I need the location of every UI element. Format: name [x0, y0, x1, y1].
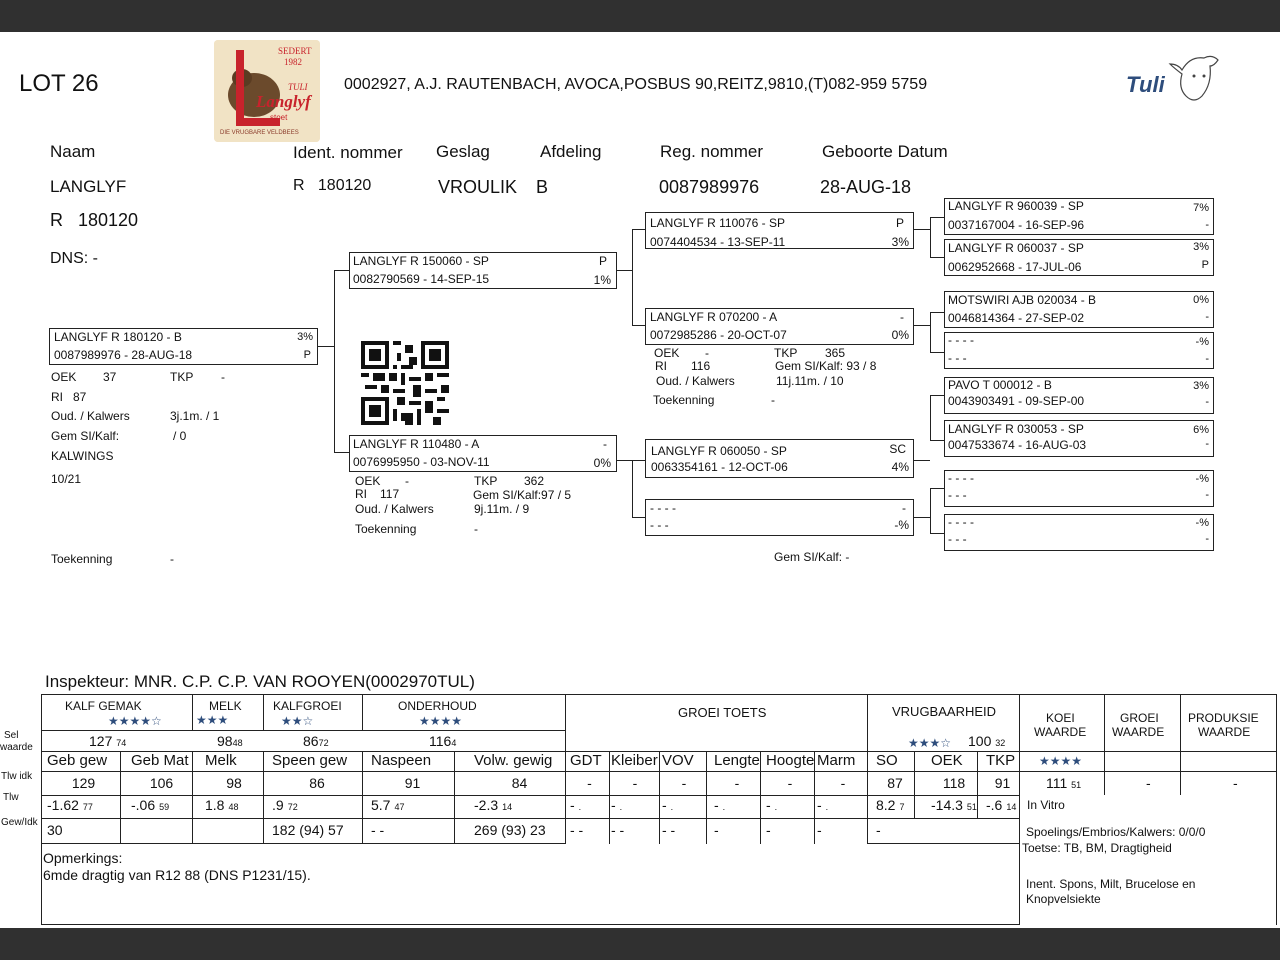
tlw-cell-2: 1.8 48 [205, 797, 239, 813]
sel-vrug: 100 32 [968, 733, 1006, 749]
gew-cell-3: 182 (94) 57 [272, 822, 344, 838]
sel-kalfgroei: 8672 [303, 733, 329, 749]
tlw_idk-cell-8: - [681, 775, 687, 791]
tlw_idk-cell-7: - [632, 775, 638, 791]
group-groei-waarde-1: GROEI [1120, 711, 1159, 725]
label-reg: Reg. nommer [660, 142, 763, 161]
pedigree-ggp-8: - - - - -% - - - - [944, 514, 1214, 551]
group-groei-waarde-2: WAARDE [1112, 725, 1165, 739]
gew-cell-4: - - [371, 822, 385, 838]
koei-tlw-idk: 111 51 [1046, 775, 1082, 791]
tlw-cell-4: 5.7 47 [371, 797, 405, 813]
gew-cell-10: - [766, 822, 771, 838]
gew-cell-7: - - [611, 822, 625, 838]
tlw_idk-cell-0: 129 [71, 775, 96, 791]
group-kalf-gemak: KALF GEMAK [65, 699, 142, 713]
pedigree-gp-sd-box: LANGLYF R 070200 - A - 0072985286 - 20-OCT-07 0% [645, 308, 914, 345]
breeder-info: 0002927, A.J. RAUTENBACH, AVOCA,POSBUS 90,REITZ,9810,(T)082-959 5759 [344, 76, 928, 93]
value-naam: LANGLYF [50, 177, 127, 196]
group-produksie-2: WAARDE [1198, 725, 1251, 739]
headers-cell-4: Naspeen [371, 752, 432, 769]
pedigree-ggp-1: LANGLYF R 960039 - SP 7% 0037167004 - 16-SEP-96 - [944, 198, 1214, 235]
pedigree-self-box: LANGLYF R 180120 - B 3% 0087989976 - 28-AUG-18 P [49, 328, 318, 365]
gew-cell-6: - - [570, 822, 584, 838]
in-vitro: In Vitro [1027, 798, 1065, 812]
label-geboorte: Geboorte Datum [822, 142, 948, 161]
pedigree-gp-ss-box: LANGLYF R 110076 - SP P 0074404534 - 13-SEP-11 3% [645, 212, 914, 249]
pedigree-ggp-4: - - - - -% - - - - [944, 332, 1214, 369]
group-onderhoud: ONDERHOUD [398, 699, 477, 713]
headers-cell-1: Geb Mat [131, 752, 189, 769]
group-groei-toets: GROEI TOETS [678, 705, 767, 720]
tlw-cell-1: -.06 59 [131, 797, 170, 813]
tlw_idk-cell-1: 106 [149, 775, 174, 791]
pedigree-ggp-7: - - - - -% - - - - [944, 470, 1214, 507]
tlw-cell-13: -14.3 51 [931, 797, 977, 813]
label-naam: Naam [50, 142, 96, 161]
gew-cell-8: - - [662, 822, 676, 838]
tlw_idk-cell-13: 118 [942, 775, 966, 791]
prod-tlw-idk: - [1233, 775, 1238, 791]
tlw-cell-6: - . [570, 797, 582, 813]
tlw-cell-7: - . [611, 797, 623, 813]
headers-cell-6: GDT [570, 752, 602, 769]
pedigree-ggp-5: PAVO T 000012 - B 3% 0043903491 - 09-SEP-00 - [944, 377, 1214, 414]
top-bar [0, 0, 1280, 32]
headers-cell-9: Lengte [714, 752, 760, 769]
headers-cell-5: Volw. gewig [474, 752, 553, 769]
inent-1: Inent. Spons, Milt, Brucelose en [1026, 877, 1196, 891]
pedigree-gp-dd-box: - - - - - - - - -% [645, 499, 914, 536]
headers-cell-10: Hoogte [766, 752, 815, 769]
headers-cell-12: SO [876, 752, 898, 769]
headers-cell-2: Melk [205, 752, 237, 769]
group-koei-1: KOEI [1046, 711, 1075, 725]
tlw_idk-cell-5: 84 [511, 775, 528, 791]
pedigree-sire-box: LANGLYF R 150060 - SP P 0082790569 - 14-SEP-15 1% [349, 252, 617, 289]
groei-tlw-idk: - [1146, 775, 1151, 791]
lot-number: LOT 26 [19, 70, 99, 97]
tuli-logo: Tuli [1120, 44, 1224, 112]
tlw-cell-5: -2.3 14 [474, 797, 513, 813]
sel-kalf: 127 74 [89, 733, 127, 749]
row-label-tlw: Tlw [3, 792, 19, 803]
pedigree-dam-box: LANGLYF R 110480 - A - 0076995950 - 03-NOV-11 0% [349, 435, 617, 472]
value-geboorte: 28-AUG-18 [820, 177, 912, 197]
sel-melk: 9848 [217, 733, 243, 749]
sel-onderhoud: 1164 [429, 733, 457, 749]
bottom-bar [0, 928, 1280, 960]
row-label-sel: Sel [4, 730, 19, 741]
stars-onderhoud: ★★★★ [419, 714, 463, 728]
opmerkings-text: 6mde dragtig van R12 88 (DNS P1231/15). [43, 867, 311, 883]
tlw-cell-11: - . [817, 797, 829, 813]
inspector: Inspekteur: MNR. C.P. C.P. VAN ROOYEN(0002970TUL) [45, 672, 475, 691]
stars-vrugbaarheid: ★★★☆ [908, 736, 952, 750]
tlw-cell-9: - . [714, 797, 726, 813]
gew-cell-0: 30 [47, 822, 63, 838]
group-kalfgroei: KALFGROEI [273, 699, 342, 713]
value-reg: 0087989976 [659, 177, 760, 197]
headers-cell-3: Speen gew [272, 752, 348, 769]
tlw_idk-cell-12: 87 [887, 775, 903, 791]
headers-cell-13: OEK [931, 752, 963, 769]
headers-cell-8: VOV [662, 752, 694, 769]
label-ident: Ident. nommer [293, 143, 403, 162]
gew-cell-5: 269 (93) 23 [474, 822, 546, 838]
qr-code [361, 341, 449, 425]
value-geslag: VROULIK [438, 177, 518, 197]
tlw_idk-cell-6: - [587, 775, 592, 791]
value-ident: R 180120 [293, 177, 372, 194]
row-label-gew-idk: Gew/Idk [1, 817, 38, 828]
tlw_idk-cell-2: 98 [226, 775, 242, 791]
tlw-cell-10: - . [766, 797, 778, 813]
tlw-cell-12: 8.2 7 [876, 797, 905, 813]
tlw_idk-cell-11: - [840, 775, 846, 791]
gew-cell-11: - [817, 822, 822, 838]
headers-cell-0: Geb gew [47, 752, 108, 769]
row-label-tlw-idk: Tlw idk [1, 771, 33, 782]
stars-kalfgroei: ★★☆ [281, 714, 314, 728]
pedigree-ggp-2: LANGLYF R 060037 - SP 3% 0062952668 - 17-JUL-06 P [944, 239, 1214, 276]
tlw_idk-cell-14: 91 [994, 775, 1011, 791]
toetse: Toetse: TB, BM, Dragtigheid [1022, 841, 1172, 855]
gew-cell-12: - [876, 822, 881, 838]
stars-melk: ★★★ [196, 713, 229, 727]
gew-cell-9: - [714, 822, 719, 838]
stars-kalf-gemak: ★★★★☆ [108, 714, 162, 728]
pedigree-gp-ds-box: LANGLYF R 060050 - SP SC 0063354161 - 12-OCT-06 4% [645, 439, 914, 478]
label-afdeling: Afdeling [540, 142, 602, 161]
tlw_idk-cell-10: - [787, 775, 793, 791]
group-melk: MELK [209, 699, 242, 713]
headers-cell-11: Marm [817, 752, 856, 769]
tlw-cell-8: - . [662, 797, 674, 813]
group-koei-2: WAARDE [1034, 725, 1087, 739]
row-label-waarde: waarde [0, 742, 33, 753]
pedigree-ggp-6: LANGLYF R 030053 - SP 6% 0047533674 - 16-AUG-03 - [944, 420, 1214, 457]
tlw_idk-cell-9: - [734, 775, 740, 791]
tlw-cell-3: .9 72 [272, 797, 298, 813]
group-produksie-1: PRODUKSIE [1188, 711, 1259, 725]
dns-value: DNS: - [50, 250, 98, 267]
headers-cell-7: Kleiber [611, 752, 658, 769]
value-naam-number: R 180120 [50, 210, 139, 230]
group-vrugbaarheid: VRUGBAARHEID [892, 704, 997, 719]
pedigree-ggp-3: MOTSWIRI AJB 020034 - B 0% 0046814364 - 27-SEP-02 - [944, 291, 1214, 328]
inent-2: Knopvelsiekte [1026, 892, 1101, 906]
tlw_idk-cell-4: 91 [404, 775, 421, 791]
spoelings: Spoelings/Embrios/Kalwers: 0/0/0 [1026, 825, 1206, 839]
opmerkings-label: Opmerkings: [43, 850, 123, 866]
langlyf-logo: SEDERT 1982 TULI Langlyf stoet DIE VRUGBARE VELDBEES [214, 40, 320, 142]
stars-koei: ★★★★ [1039, 754, 1083, 768]
tlw-cell-0: -1.62 77 [47, 797, 93, 813]
tlw_idk-cell-3: 86 [309, 775, 325, 791]
headers-cell-14: TKP [986, 752, 1016, 769]
label-geslag: Geslag [436, 142, 490, 161]
tlw-cell-14: -.6 14 [986, 797, 1017, 813]
value-afdeling: B [536, 177, 549, 197]
